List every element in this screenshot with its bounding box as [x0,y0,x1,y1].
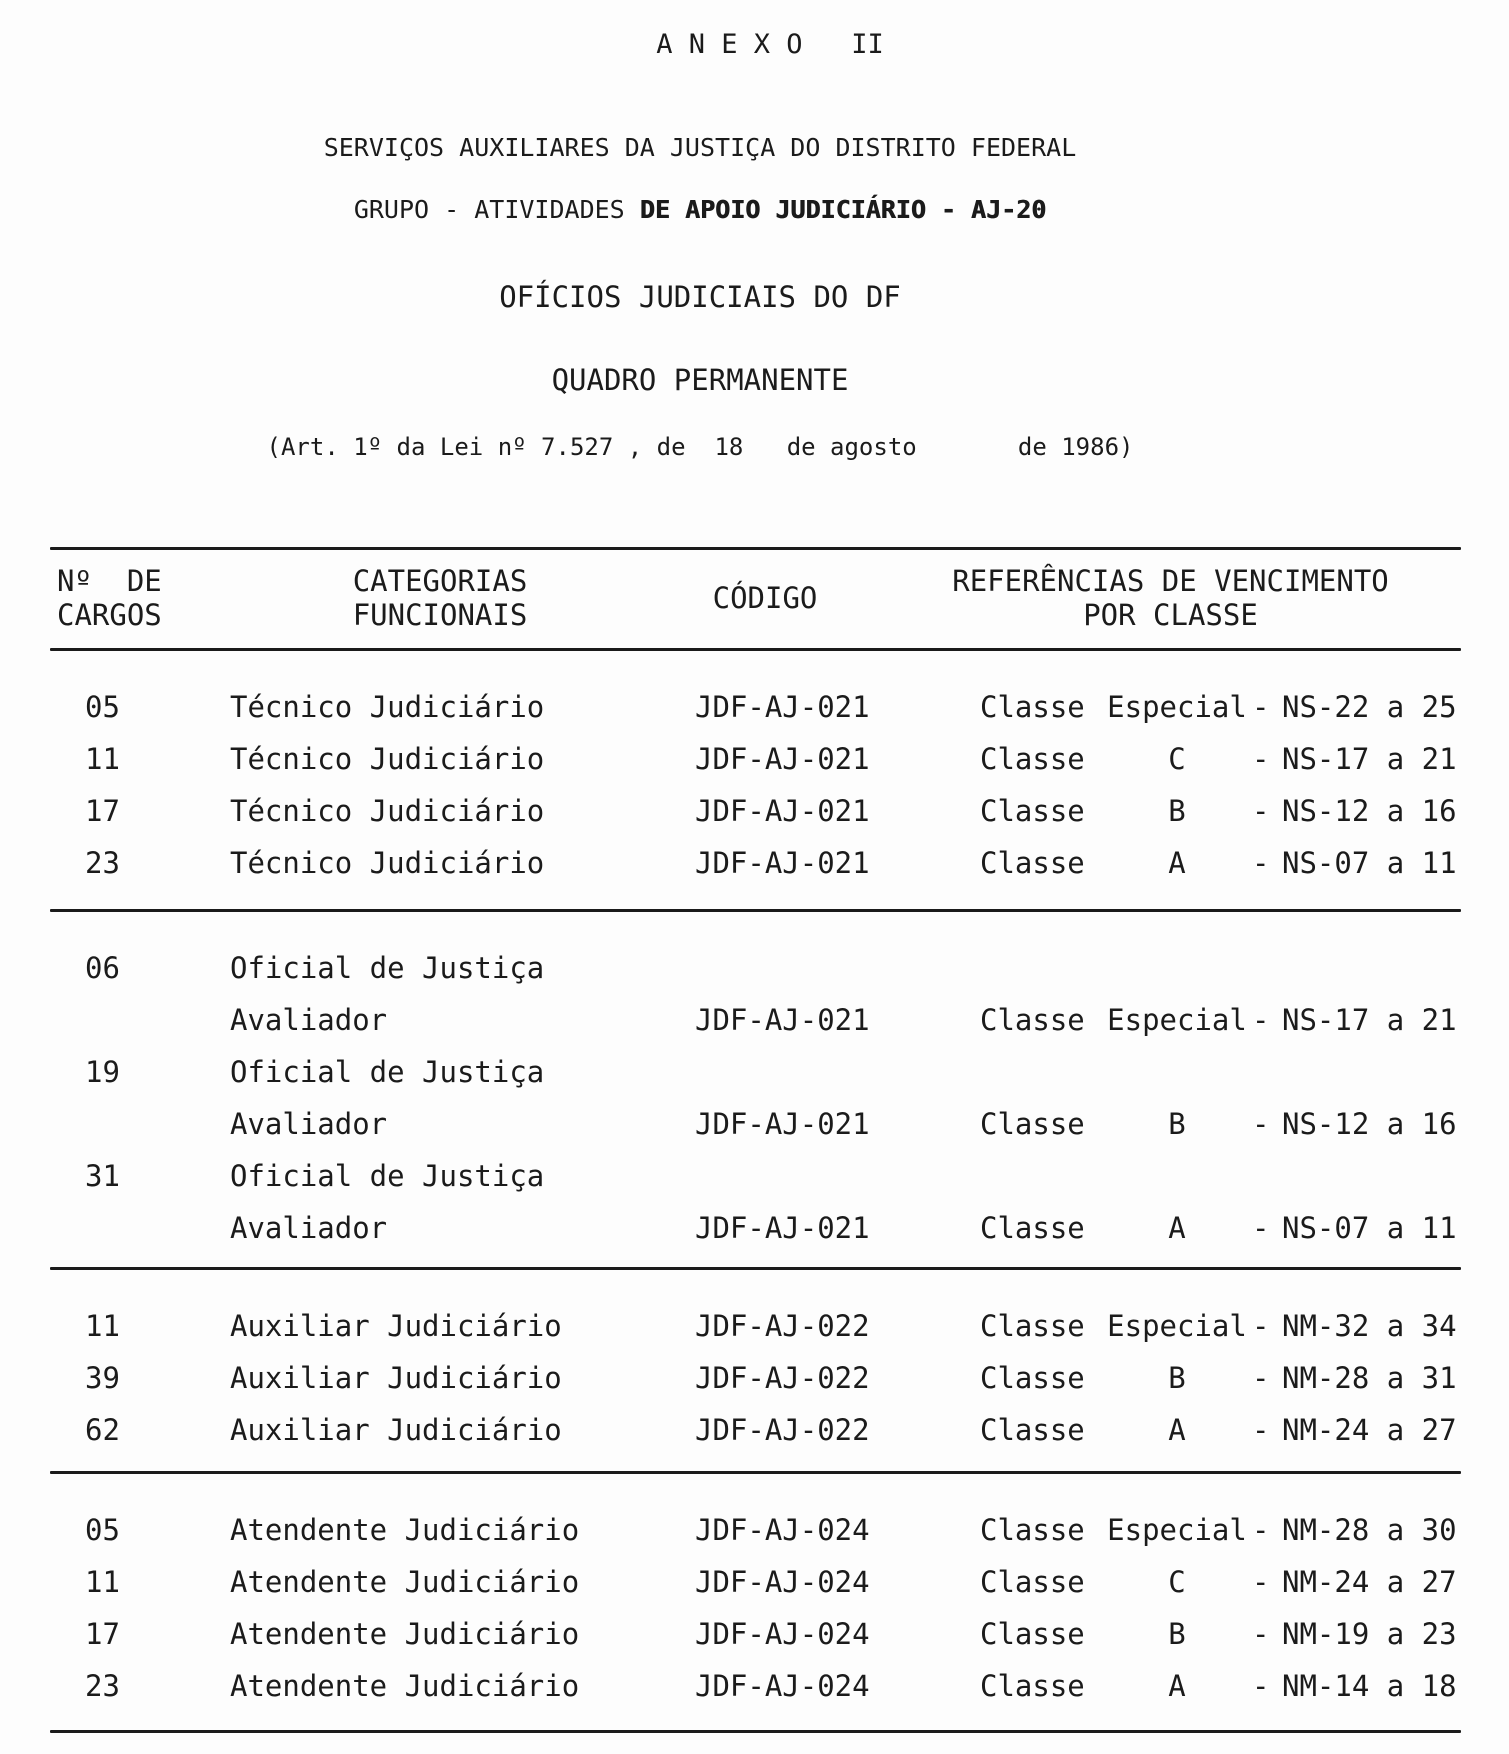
table-row [50,1608,1461,1660]
range-separator: - [1252,1361,1270,1395]
cargos-cell: 06 [85,951,120,985]
faixa-value: NM-24 a 27 [1282,1413,1457,1447]
table-row [50,1660,1461,1712]
table-row [50,1352,1461,1404]
cargos-cell: 62 [85,1413,120,1447]
categoria-cell: Técnico Judiciário [230,794,545,828]
document-subtitle-quadro: QUADRO PERMANENTE [551,363,849,397]
classe-value: C [1168,1565,1186,1599]
codigo-cell: JDF-AJ-021 [695,846,870,880]
cargos-cell: 11 [85,1565,120,1599]
categoria-cell: Atendente Judiciário [230,1565,580,1599]
faixa-value: NM-28 a 30 [1282,1513,1457,1547]
referencia-cell [980,1617,1461,1651]
range-separator: - [1252,1513,1270,1547]
referencia-cell [980,1107,1461,1141]
classe-value: A [1168,1669,1186,1703]
faixa-value: NM-28 a 31 [1282,1361,1457,1395]
codigo-cell: JDF-AJ-024 [695,1617,870,1651]
classe-word: Classe [980,1361,1085,1395]
table-group [50,1474,1461,1730]
referencia-cell [980,1211,1461,1245]
referencia-cell [980,1513,1461,1547]
cargos-header-line2: CARGOS [57,598,162,632]
cargos-cell: 05 [85,1513,120,1547]
document-subtitle-oficios: OFÍCIOS JUDICIAIS DO DF [499,280,901,314]
referencia-cell [980,1669,1461,1703]
classe-word: Classe [980,1513,1085,1547]
column-header-codigo: CÓDIGO [712,581,818,615]
classe-value: Especial [1107,1513,1247,1547]
table-row [50,681,1461,733]
table-row [50,994,1461,1046]
categoria-cell: Atendente Judiciário [230,1513,580,1547]
referencias-header-line2: POR CLASSE [1083,598,1258,632]
categoria-cell: Oficial de Justiça [230,1055,545,1089]
faixa-value: NS-07 a 11 [1282,1211,1457,1245]
faixa-value: NS-22 a 25 [1282,690,1457,724]
faixa-value: NS-12 a 16 [1282,1107,1457,1141]
quadro-table [50,547,1461,1733]
faixa-value: NS-07 a 11 [1282,846,1457,880]
categoria-cell: Auxiliar Judiciário [230,1309,562,1343]
classe-value: A [1168,846,1186,880]
referencia-cell [980,846,1461,880]
document-headings [0,28,1400,462]
codigo-cell: JDF-AJ-024 [695,1565,870,1599]
table-header-row [50,550,1461,648]
codigo-cell: JDF-AJ-021 [695,1003,870,1037]
referencia-cell [980,1003,1461,1037]
column-header-categorias [230,564,650,632]
range-separator: - [1252,742,1270,776]
classe-value: B [1168,794,1186,828]
referencias-header-line1: REFERÊNCIAS DE VENCIMENTO [952,564,1389,598]
table-row [50,1150,1461,1202]
table-group [50,912,1461,1267]
range-separator: - [1252,846,1270,880]
faixa-value: NM-24 a 27 [1282,1565,1457,1599]
classe-value: C [1168,742,1186,776]
categorias-header-line2: FUNCIONAIS [352,598,528,632]
table-group [50,651,1461,909]
grupo-text-normal: GRUPO - ATIVIDADES [353,195,640,224]
table-row [50,1404,1461,1456]
range-separator: - [1252,1309,1270,1343]
classe-word: Classe [980,846,1085,880]
range-separator: - [1252,794,1270,828]
classe-value: Especial [1107,690,1247,724]
referencia-cell [980,1309,1461,1343]
categoria-cell: Avaliador [230,1107,388,1141]
faixa-value: NS-12 a 16 [1282,794,1457,828]
cargos-cell: 31 [85,1159,120,1193]
range-separator: - [1252,1617,1270,1651]
faixa-value: NM-32 a 34 [1282,1309,1457,1343]
classe-word: Classe [980,1565,1085,1599]
classe-value: B [1168,1361,1186,1395]
document-subtitle-servicos: SERVIÇOS AUXILIARES DA JUSTIÇA DO DISTRITO FEDERAL [323,133,1077,162]
table-row [50,785,1461,837]
referencia-cell [980,1361,1461,1395]
table-row [50,942,1461,994]
classe-word: Classe [980,742,1085,776]
codigo-cell: JDF-AJ-022 [695,1361,870,1395]
document-title: A N E X O II [656,29,884,60]
classe-word: Classe [980,1413,1085,1447]
table-body [50,651,1461,1733]
range-separator: - [1252,1413,1270,1447]
cargos-cell: 17 [85,1617,120,1651]
table-row [50,733,1461,785]
codigo-cell: JDF-AJ-024 [695,1513,870,1547]
column-header-cargos [50,564,230,632]
table-row [50,1046,1461,1098]
classe-value: B [1168,1107,1186,1141]
range-separator: - [1252,1003,1270,1037]
codigo-cell: JDF-AJ-021 [695,794,870,828]
faixa-value: NM-14 a 18 [1282,1669,1457,1703]
codigo-cell: JDF-AJ-024 [695,1669,870,1703]
classe-word: Classe [980,1617,1085,1651]
cargos-cell: 05 [85,690,120,724]
codigo-cell: JDF-AJ-021 [695,742,870,776]
categoria-cell: Oficial de Justiça [230,951,545,985]
classe-word: Classe [980,1003,1085,1037]
codigo-cell: JDF-AJ-021 [695,690,870,724]
faixa-value: NS-17 a 21 [1282,742,1457,776]
cargos-cell: 23 [85,1669,120,1703]
table-row [50,1202,1461,1254]
range-separator: - [1252,1211,1270,1245]
categoria-cell: Oficial de Justiça [230,1159,545,1193]
classe-value: A [1168,1413,1186,1447]
codigo-cell: JDF-AJ-021 [695,1107,870,1141]
codigo-cell: JDF-AJ-021 [695,1211,870,1245]
classe-word: Classe [980,794,1085,828]
cargos-cell: 19 [85,1055,120,1089]
column-header-referencias [880,564,1461,632]
codigo-cell: JDF-AJ-022 [695,1309,870,1343]
categoria-cell: Técnico Judiciário [230,742,545,776]
grupo-text-overtyped: DE APOIO JUDICIÁRIO - AJ-20 [639,195,1047,224]
classe-value: Especial [1107,1003,1247,1037]
table-row [50,837,1461,889]
table-group [50,1270,1461,1471]
table-divider [50,1730,1461,1733]
referencia-cell [980,1413,1461,1447]
range-separator: - [1252,690,1270,724]
referencia-cell [980,690,1461,724]
table-row [50,1098,1461,1150]
codigo-cell: JDF-AJ-022 [695,1413,870,1447]
classe-word: Classe [980,1309,1085,1343]
categoria-cell: Avaliador [230,1211,388,1245]
classe-value: A [1168,1211,1186,1245]
referencia-cell [980,742,1461,776]
categoria-cell: Auxiliar Judiciário [230,1413,562,1447]
range-separator: - [1252,1565,1270,1599]
categoria-cell: Avaliador [230,1003,388,1037]
categoria-cell: Atendente Judiciário [230,1617,580,1651]
referencia-cell [980,794,1461,828]
classe-word: Classe [980,1211,1085,1245]
table-row [50,1504,1461,1556]
classe-value: B [1168,1617,1186,1651]
categoria-cell: Técnico Judiciário [230,846,545,880]
faixa-value: NS-17 a 21 [1282,1003,1457,1037]
faixa-value: NM-19 a 23 [1282,1617,1457,1651]
document-law-reference: (Art. 1º da Lei nº 7.527 , de 18 de agosto de 1986) [266,433,1134,461]
categoria-cell: Técnico Judiciário [230,690,545,724]
categoria-cell: Auxiliar Judiciário [230,1361,562,1395]
cargos-cell: 11 [85,1309,120,1343]
classe-word: Classe [980,1669,1085,1703]
classe-word: Classe [980,690,1085,724]
classe-value: Especial [1107,1309,1247,1343]
cargos-cell: 17 [85,794,120,828]
cargos-cell: 11 [85,742,120,776]
referencia-cell [980,1565,1461,1599]
table-row [50,1300,1461,1352]
categoria-cell: Atendente Judiciário [230,1669,580,1703]
range-separator: - [1252,1669,1270,1703]
classe-word: Classe [980,1107,1085,1141]
table-row [50,1556,1461,1608]
categorias-header-line1: CATEGORIAS [352,564,528,598]
cargos-cell: 39 [85,1361,120,1395]
range-separator: - [1252,1107,1270,1141]
cargos-cell: 23 [85,846,120,880]
cargos-header-line1: Nº DE [57,564,162,598]
document-subtitle-grupo [0,194,1400,226]
